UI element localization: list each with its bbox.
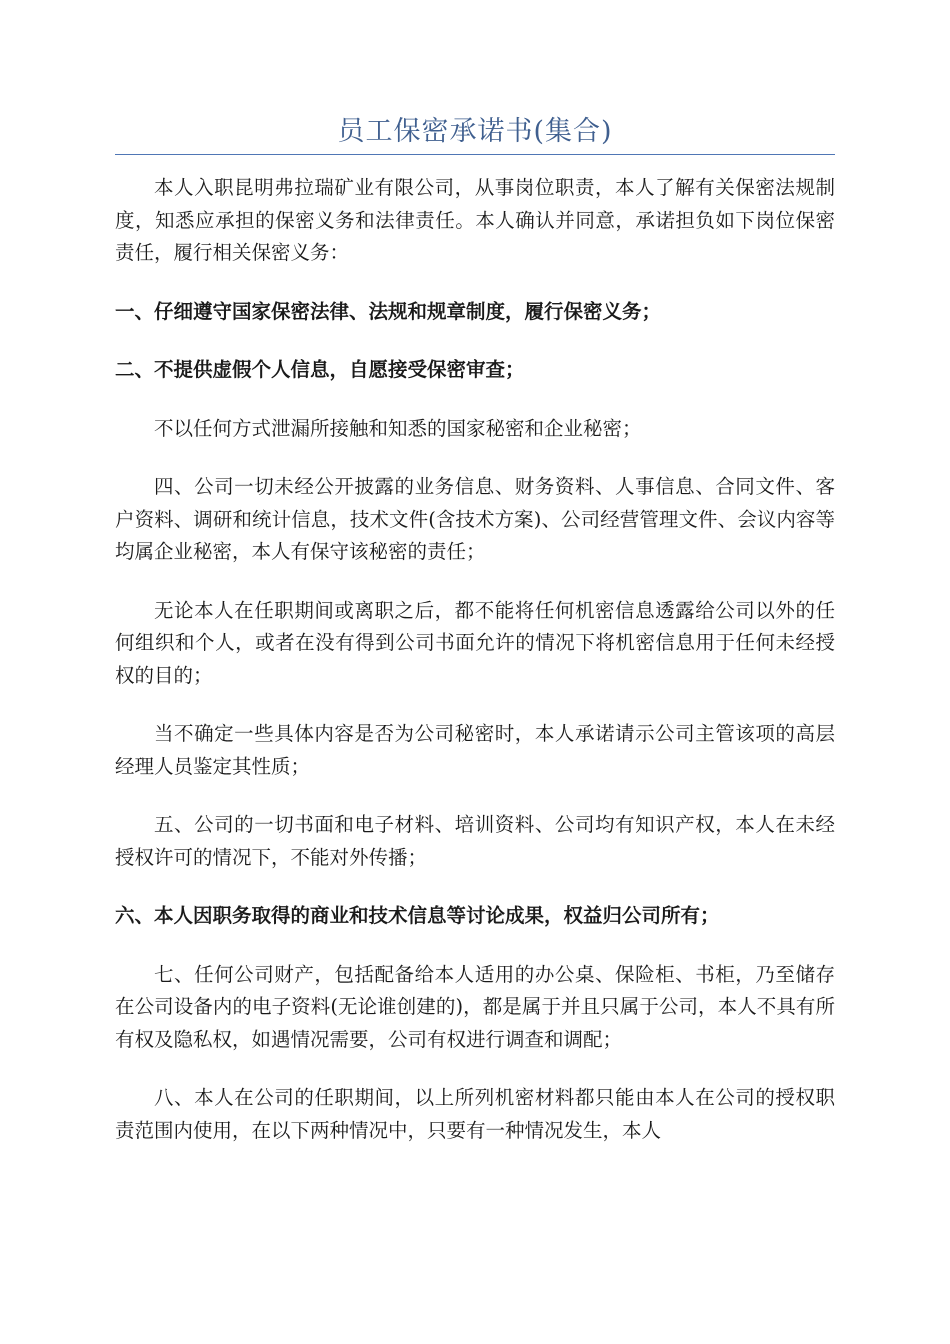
title-underline — [115, 154, 835, 155]
clause-1: 一、仔细遵守国家保密法律、法规和规章制度，履行保密义务； — [115, 299, 662, 323]
clause-4-detail-1: 无论本人在任职期间或离职之后，都不能将任何机密信息透露给公司以外的任何组织和个人，或者在没有得到公司书面允许的情况下将机密信息用于任何未经授权的目的； — [115, 598, 835, 687]
document-body — [115, 172, 835, 1173]
clause-2: 二、不提供虚假个人信息，自愿接受保密审查； — [115, 358, 525, 381]
document-title: 员工保密承诺书(集合) — [337, 116, 613, 147]
clause-6: 六、本人因职务取得的商业和技术信息等讨论成果，权益归公司所有； — [115, 904, 720, 927]
intro-paragraph: 本人入职昆明弗拉瑞矿业有限公司，从事岗位职责，本人了解有关保密法规制度，知悉应承担的保密义务和法律责任。本人确认并同意，承诺担负如下岗位保密责任，履行相关保密义务： — [115, 176, 835, 264]
clause-8: 八、本人在公司的任职期间，以上所列机密材料都只能由本人在公司的授权职责范围内使用，在以下两种情况中，只要有一种情况发生，本人 — [115, 1086, 835, 1142]
clause-7: 七、任何公司财产，包括配备给本人适用的办公桌、保险柜、书柜，乃至储存在公司设备内的电子资料(无论谁创建的)，都是属于并且只属于公司，本人不具有所有权及隐私权，如遇情况需要，公司有权进行调查和调配； — [115, 962, 835, 1051]
clause-5: 五、公司的一切书面和电子材料、培训资料、公司均有知识产权，本人在未经授权许可的情况下，不能对外传播； — [115, 813, 835, 869]
clause-3: 不以任何方式泄漏所接触和知悉的国家秘密和企业秘密； — [154, 416, 642, 440]
clause-4-detail-2: 当不确定一些具体内容是否为公司秘密时，本人承诺请示公司主管该项的高层经理人员鉴定其性质； — [115, 722, 835, 778]
clause-4: 四、公司一切未经公开披露的业务信息、财务资料、人事信息、合同文件、客户资料、调研和统计信息，技术文件(含技术方案)、公司经营管理文件、会议内容等均属企业秘密，本人有保守该秘密的责任； — [115, 475, 835, 563]
